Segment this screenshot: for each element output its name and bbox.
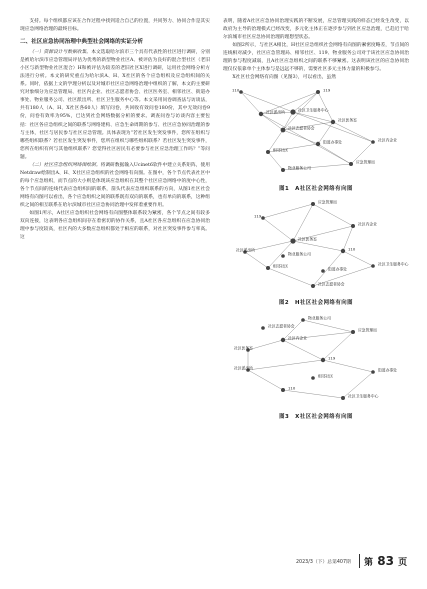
- network-node-label: 社区志愿者协会: [288, 125, 315, 131]
- issue-label: 2023/3（下）总第407期: [296, 559, 351, 565]
- page-footer: [296, 554, 407, 568]
- network-node-label: 社区派出所: [266, 109, 285, 115]
- figure-caption: 图1 A社区社会网络有向图: [279, 186, 353, 193]
- network-node-label: 应急管理局: [358, 327, 377, 333]
- network-node-label: 相邻社区: [273, 263, 289, 269]
- network-graph-a: [223, 82, 409, 182]
- network-graph-x: [223, 310, 409, 410]
- figure-caption: 图2 H社区社会网络有向图: [278, 300, 354, 307]
- figure-caption: 图3 X社区社会网络有向图: [279, 414, 353, 421]
- paragraph: X社区社会网络有向图（见图3），可以看出，虽然: [232, 75, 336, 81]
- network-node-label: 街道办事处: [378, 367, 397, 373]
- footer-divider: [359, 554, 360, 568]
- network-graph-h: [223, 196, 409, 296]
- network-node-label: 社区内企业: [378, 137, 397, 143]
- network-node-label: 物业服务公司: [288, 165, 311, 171]
- paragraph: 如图1所示，A社区应急组织社会网络有向图整体联系较为紧密，各个节点之间有较多双向连接，这表明各应急组织间存在着密切的协作关系，且A社区各应急组织在应急协同治理中参与度较高，社区内的大多数应急组织都处于相应的联系，对社区突发事件参与率高。这: [20, 211, 210, 241]
- paragraph-text: 将调研数据输入Ucinet6软件中建立关系矩阵，使用Netdraw绘制出A、H、X社区应急组织的社会网络有向图。在图中，各个节点代表社区中的每个应急组织，而节点的大小则是体现该应急组织在其整个社区应急网络中的度中心性，各个节点间的连线代表应急组织间的联系，箭头代表应急组织联系的方向，从图1社区社会网络有向图可以看出，各个应急组织之间的联系既有双向的联系，也有单向的联系，这种组织之间的相互联系在哈尔滨城市社区应急协同治理中发挥着重要作用。: [20, 162, 210, 208]
- network-node-label: 社区志愿者协会: [268, 323, 295, 329]
- network-node-label: 社区派出所: [234, 365, 253, 371]
- network-node-label: 街道办事处: [323, 139, 342, 145]
- network-node-label: 119: [254, 213, 262, 219]
- figure-2: [223, 196, 409, 306]
- network-node-label: 街道办事处: [328, 266, 347, 272]
- network-node-label: 110: [232, 87, 240, 93]
- network-node-label: 相邻社区: [318, 373, 334, 379]
- figure-3: [223, 310, 409, 420]
- network-node-label: 社区内企业: [358, 221, 377, 227]
- network-node-label: 物业服务公司: [308, 315, 331, 321]
- page-number-value: 83: [377, 554, 394, 568]
- page-prefix: 第: [364, 558, 374, 568]
- left-column: [20, 18, 210, 242]
- paragraph: [20, 162, 210, 210]
- network-node-label: 社区卫生服务中心: [378, 261, 409, 267]
- network-node-label: 社区医务室: [298, 236, 317, 242]
- network-node-label: 119: [323, 87, 331, 93]
- network-node-label: 社区派出所: [236, 247, 255, 253]
- network-node-label: 119: [328, 355, 336, 361]
- network-node-label: 社区卫生服务中心: [298, 107, 329, 113]
- network-node-label: 社区医务室: [338, 117, 357, 123]
- network-node-label: 110: [288, 385, 296, 391]
- network-node-label: 应急管理局: [318, 199, 337, 205]
- network-node-label: 社区卫生服务中心: [348, 393, 379, 399]
- subsection-heading: （二）社区应急组织网络图绘制。: [29, 162, 101, 168]
- network-node-label: 物业服务公司: [288, 251, 311, 257]
- paragraph: [20, 49, 210, 162]
- paragraph: 表明，随着A社区应急协同治理实践的不断发展，应急管理实践的样态已经发生改变，以政府为主导的治理模式已经改变，多元化主体正在逐步参与到社区应急治理，已趋近于哈尔滨城市社区应急协同治理的理想型状态。: [223, 19, 409, 41]
- page-suffix: 页: [398, 558, 408, 568]
- right-column: [223, 18, 409, 424]
- page-number: [364, 554, 407, 568]
- network-node-label: 应急管理局: [356, 159, 375, 165]
- subsection-heading: （一）资源设计与数据收集。: [29, 50, 92, 56]
- network-node-label: 社区志愿者协会: [318, 281, 345, 287]
- network-node-label: 相邻社区: [273, 147, 289, 153]
- paragraph: 如图2所示，与社区A相比，H社区应急组织社会网络有向图的紧密度略差，节点间的连线相对减少，社区应急管理局、相邻社区、119、物业服务公司对于该社区应急协同治理的参与程度减弱，且A社区应急组织之间的联系不够紧密。这表明该社区的应急协同治理仅仅依靠单个主体参与是远远不够的，需要社区多元主体力量的积极参与。: [223, 43, 409, 73]
- paragraph: 支持。每个组织都应该在合作过程中找到适合自己的位置，共同努力、协同合作是其实现应急网络治理的最终目标。: [20, 19, 210, 33]
- network-node-label: 110: [348, 246, 356, 252]
- network-node-label: 社区内企业: [288, 335, 307, 341]
- figure-1: [223, 82, 409, 192]
- network-node-label: 社区医务室: [234, 345, 253, 351]
- paragraph-text: 本文选取哈尔滨市三个具有代表性的社区进行调研，分别是被哈尔滨市应急管理局评估为优秀的新型物业社区A、被评估为良好的混合型社区（老旧小区与新型物业社区混合）H和被评估为较差的老旧社区X进行调研，运用社会网络分析方法进行分析。本文的研究重点为哈尔滨A、H、X社区的各个应急组织及应急组织间的关系。同时，依据上文的学理分析以及对城市社区应急网络治理中组织的了解，本文的主要研究对象细分为应急管理局、社区内企业、社区志愿者协会、社区医务室、相邻社区、街道办事处、物业服务公司、社区派出所、社区卫生服务中心等。本文采用问卷调查法与访谈法，共有180人（A、H、X社区各60人）填写问卷，共回收有效问卷180份，其中无效问卷9份，问卷有效率为95%，已达到社会网络数据分析的要求。调查问卷与访谈内容主要包括：社区各应急组织之间的联系与网络建构、应急生命周期的参与、社区应急协同治理的参与主体，社区与居民参与社区应急管理。具体表现为“若社区发生突发事件，您所在组织与哪些组织联系？若社区发生突发事件，您所在组织与哪些组织联系？若社区发生突发事件，您所在组织有何与其他组织联系？您觉得社区居民有必要参与社区应急治理工作吗？”等问题。: [20, 50, 210, 160]
- section-title: 二、社区应急协同治理中典型社会网络的实证分析: [20, 39, 144, 46]
